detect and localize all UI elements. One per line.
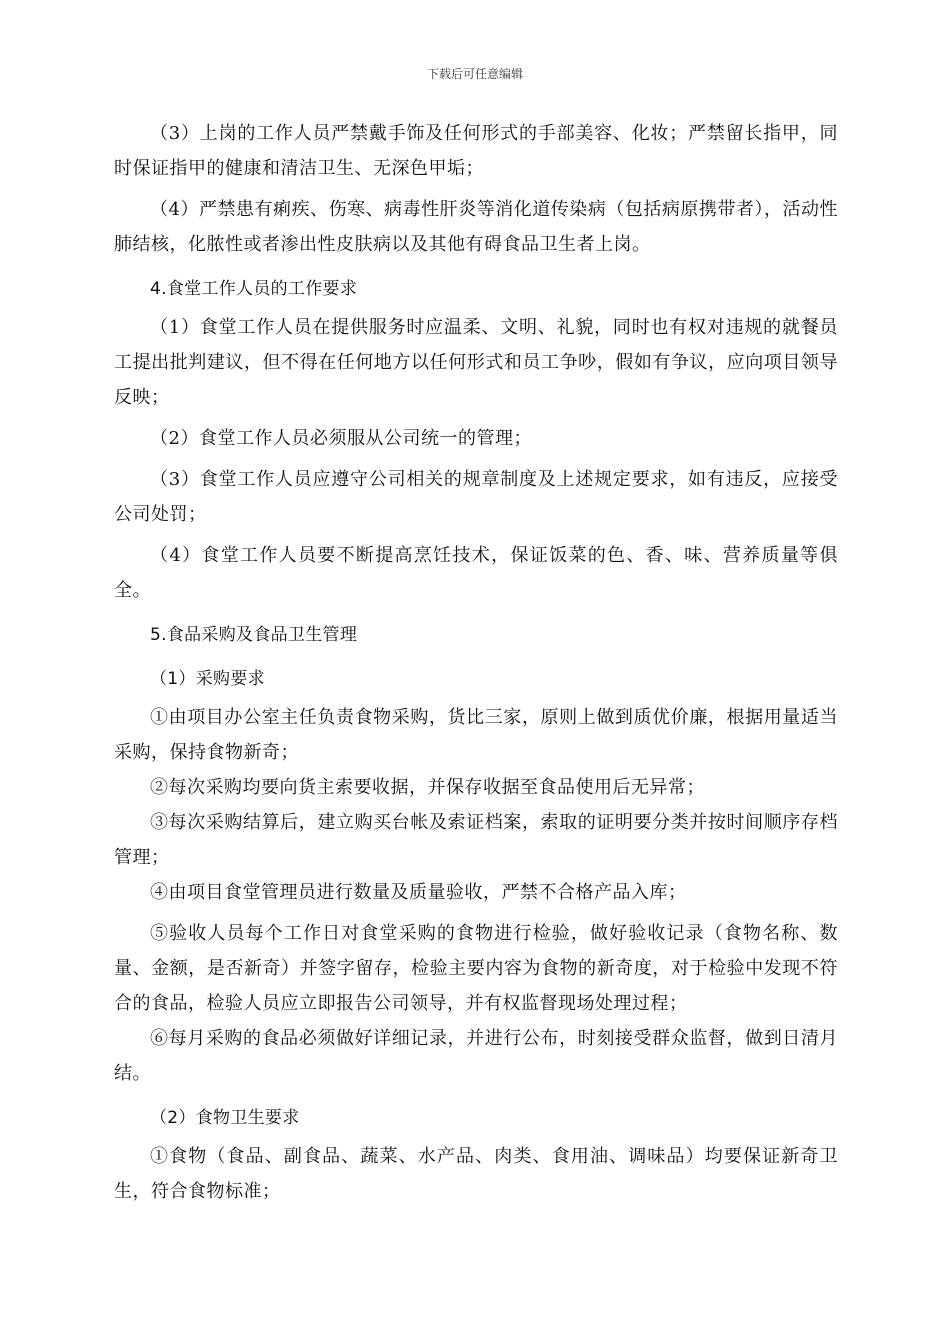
paragraph-work-2: （2）食堂工作人员必须服从公司统一的管理； xyxy=(150,428,532,449)
paragraph-work-4: （4）食堂工作人员要不断提高烹饪技术，保证饭菜的色、香、味、营养质量等俱全。 xyxy=(114,545,838,601)
paragraph-purchase-1: ①由项目办公室主任负责食物采购，货比三家，原则上做到质优价廉，根据用量适当采购，保持食物新奇； xyxy=(114,707,838,763)
paragraph-rule-3: （3）上岗的工作人员严禁戴手饰及任何形式的手部美容、化妆；严禁留长指甲，同时保证指甲的健康和清洁卫生、无深色甲垢； xyxy=(114,123,838,179)
paragraph-work-1: （1）食堂工作人员在提供服务时应温柔、文明、礼貌，同时也有权对违规的就餐员工提出批判建议，但不得在任何地方以任何形式和员工争吵，假如有争议，应向项目领导反映； xyxy=(114,317,838,408)
paragraph-purchase-4: ④由项目食堂管理员进行数量及质量验收，严禁不合格产品入库； xyxy=(150,882,687,903)
section-heading-5: 5.食品采购及食品卫生管理 xyxy=(150,625,358,645)
paragraph-rule-4: （4）严禁患有痢疾、伤寒、病毒性肝炎等消化道传染病（包括病原携带者），活动性肺结核，化脓性或者渗出性皮肤病以及其他有碍食品卫生者上岗。 xyxy=(114,199,838,255)
paragraph-hygiene-1: ①食物（食品、副食品、蔬菜、水产品、肉类、食用油、调味品）均要保证新奇卫生，符合食物标准； xyxy=(114,1146,838,1202)
paragraph-work-3: （3）食堂工作人员应遵守公司相关的规章制度及上述规定要求，如有违反，应接受公司处罚； xyxy=(114,469,838,525)
paragraph-purchase-3: ③每次采购结算后，建立购买台帐及索证档案，索取的证明要分类并按时间顺序存档管理； xyxy=(114,812,838,868)
paragraph-purchase-5: ⑤验收人员每个工作日对食堂采购的食物进行检验，做好验收记录（食物名称、数量、金额，是否新奇）并签字留存，检验主要内容为食物的新奇度，对于检验中发现不符合的食品，检验人员应立即报告公司领导，并有权监督现场处理过程； xyxy=(114,923,838,1014)
subsection-heading-hygiene: （2）食物卫生要求 xyxy=(150,1108,300,1128)
section-heading-4: 4.食堂工作人员的工作要求 xyxy=(150,279,358,299)
subsection-heading-purchase: （1）采购要求 xyxy=(150,669,265,689)
paragraph-purchase-2: ②每次采购均要向货主索要收据，并保存收据至食品使用后无异常； xyxy=(150,777,705,798)
document-body xyxy=(114,116,838,1209)
header-note: 下载后可任意编辑 xyxy=(426,67,523,81)
paragraph-purchase-6: ⑥每月采购的食品必须做好详细记录，并进行公布，时刻接受群众监督，做到日清月结。 xyxy=(114,1028,838,1084)
